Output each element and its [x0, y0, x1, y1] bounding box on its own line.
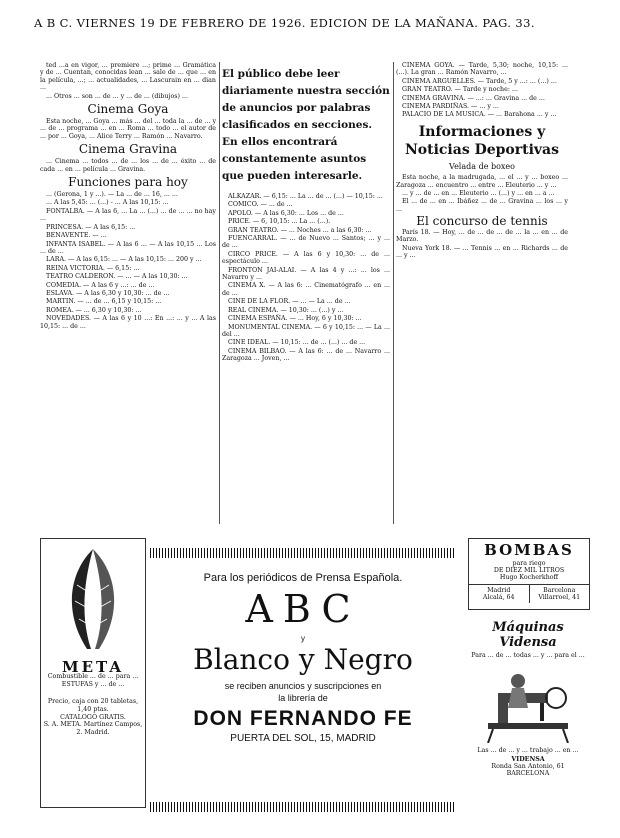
- city: Barcelona: [543, 587, 576, 594]
- listing: CINEMA PARDIÑAS. — ... y ...: [402, 103, 499, 111]
- ad-bombas: [468, 538, 590, 610]
- listing: ... (Gerona, 1 y ...). — La ... de ... 16, ... ...: [46, 191, 178, 199]
- listing: CINE DE LA FLOR. — ... — La ... de ...: [228, 298, 351, 306]
- ad-subtext: se reciben anuncios y suscripciones en: [224, 681, 382, 691]
- meta-text: Combustible ... de ... para ... ESTUFAS y ... de ...: [47, 673, 139, 688]
- listing: FONTALBA. — A las 6, ... La ... (...) ... de ... ... no hay ...: [40, 207, 216, 223]
- listing: COMEDIA. — A las 6 y ...: ... de ...: [46, 281, 155, 289]
- column-divider: [393, 62, 394, 524]
- column-right: [396, 62, 568, 524]
- article-heading: Velada de boxeo: [449, 161, 515, 171]
- listing: ... A las 5,45: ... (...) - ... A las 10,15: ...: [46, 199, 169, 207]
- paragraph: Nueva York 18. — ... Tennis ... en ... Richards ... de ... y ...: [396, 244, 568, 259]
- maquinas-city: BARCELONA: [506, 770, 550, 777]
- article-heading: El concurso de tennis: [416, 214, 548, 229]
- feather-illustration-icon: [57, 545, 129, 653]
- maquinas-text: Las ... de ... y ... trabajo ... en ...: [477, 747, 579, 754]
- listing: INFANTA ISABEL. — A las 6 ... — A las 10,15 ... Los ... de ...: [40, 240, 216, 255]
- listing: FRONTON JAI-ALAI. — A las 4 y ...: ... los ... Navarro y ...: [222, 266, 390, 282]
- bombas-locations: [469, 584, 589, 603]
- listing: REAL CINEMA. — 10,30: ... (...) y ...: [228, 306, 344, 314]
- ad-intro: Para los periódicos de Prensa Española.: [203, 572, 403, 584]
- ad-subtext: la librería de: [278, 693, 328, 703]
- column-divider: [219, 62, 220, 524]
- column-left: [40, 62, 216, 524]
- maquinas-title: Máquinas Vidensa: [492, 620, 564, 650]
- ad-bookshop: DON FERNANDO FE: [193, 707, 413, 730]
- maquinas-text: Para ... de ... todas ... y ... para el ...: [471, 652, 585, 659]
- meta-address: S. A. META. Martínez Campos, 2. Madrid.: [43, 721, 143, 736]
- listing: CINEMA GOYA. — Tarde, 5,30; noche, 10,15: ... (...). La gran ... Ramón Navarro, ...: [396, 62, 568, 77]
- listing: TEATRO CALDERON. — ... — A las 10,30: ...: [46, 273, 188, 281]
- paragraph: ... Otros ... son ... de ... y ... de ... (dibujos) ...: [46, 92, 188, 100]
- maquinas-brand: VIDENSA: [511, 756, 545, 763]
- listing: PRINCESA. — A las 6,15: ...: [46, 223, 136, 231]
- listing: ESLAVA. — A las 6,30 y 10,30: ... de ...: [46, 289, 170, 297]
- listing: CINEMA ARGUELLES. — Tarde, 5 y ...: ... (...) ...: [402, 77, 557, 85]
- ad-abc: [150, 548, 456, 812]
- listing: CINEMA ESPAÑA. — ... Hoy, 6 y 10,30: ...: [228, 315, 362, 323]
- ad-abc-content: [150, 564, 456, 796]
- listing: PALACIO DE LA MUSICA. — ... Barahona ... y ...: [402, 111, 557, 119]
- bombas-title: BOMBAS: [484, 541, 574, 559]
- city: Madrid: [487, 587, 511, 594]
- listing: BENAVENTE. — ...: [46, 232, 107, 240]
- paragraph: ... y ... de ... en ... Eleuterio ... (...) y ... en ... a ...: [402, 190, 555, 198]
- listing: CINEMA GRAVINA. — ...: ... Gravina ... de ...: [402, 94, 545, 102]
- section-heading: Cinema Goya: [87, 102, 169, 117]
- ad-blanco-negro: Blanco y Negro: [193, 643, 413, 676]
- listing: FUENCARRAL. — ... de Nuevo ... Santos; ... y ... de ...: [222, 235, 390, 250]
- listing: ROMEA. — ... 6,30 y 10,30: ...: [46, 306, 142, 314]
- sewing-machine-illustration-icon: [478, 663, 578, 743]
- page-header: A B C. VIERNES 19 DE FEBRERO DE 1926. EDICION DE LA MAÑANA. PAG. 33.: [34, 16, 535, 30]
- ad-abc-title: ABC: [245, 587, 361, 631]
- bombas-barcelona: [529, 585, 590, 603]
- ad-meta: [40, 538, 146, 808]
- listing: CINEMA BILBAO. — A las 6: ... de ... Navarro ... Zaragoza ... Joven, ...: [222, 347, 390, 363]
- paragraph: Esta noche, a la madrugada, ... el ... y ... boxeo ... Zaragoza ... encuentro ... entre ... Eleuterio ... y ...: [396, 174, 568, 189]
- hatched-border: [150, 802, 456, 812]
- ad-conjunction: y: [301, 634, 305, 643]
- listing: CINE IDEAL. — 10,15: ... de ... (...) ... de ...: [228, 339, 366, 347]
- column-middle: [222, 66, 390, 526]
- listing: LARA. — A las 6,15: ... — A las 10,15: ... 200 y ...: [46, 256, 202, 264]
- listing: PRICE. — 6, 10,15: ... La ... (...).: [228, 218, 331, 226]
- listing: MARTIN. — ... de ... 6,15 y 10,15: ...: [46, 298, 162, 306]
- hatched-border: [150, 548, 456, 558]
- listing: REINA VICTORIA. — 6,15: ...: [46, 264, 140, 272]
- bombas-line: Hugo Kocherkhoff: [499, 574, 559, 581]
- listing: CINEMA X. — A las 6: ... Cinematógrafo ... en ... de ...: [222, 282, 390, 297]
- bombas-line: DE DIEZ MIL LITROS: [493, 567, 565, 574]
- listing: GRAN TEATRO. — Tarde y noche: ...: [402, 86, 518, 94]
- listing: ALKAZAR. — 6,15: ... La ... de ... (...) — 10,15: ...: [228, 193, 383, 200]
- promo-notice: El público debe leer diariamente nuestra sección de anuncios por palabras clasificados en secciones. En ellos encontrará constantemente asuntos que pueden interesarle.: [222, 68, 390, 182]
- paragraph: Esta noche, ... Goya ... más ... del ... toda la ... de ... y ... de ... programa ... en ... Roma ... todo ... el autor de ... por ... Goya, ... Alice Terry ... Ramón ... Navarro.: [40, 118, 216, 140]
- meta-catalogo: CATALOGO GRATIS.: [60, 713, 126, 721]
- paragraph: El ... de ... en ... Ibáñez ... de ... Gravina ... los ... y ...: [396, 198, 568, 213]
- section-title: Informaciones y Noticias Deportivas: [404, 123, 559, 158]
- listing: CIRCO PRICE. — A las 6 y 10,30: ... de ... espectáculo ...: [222, 250, 390, 266]
- listing: GRAN TEATRO. — ... Noches ... a las 6,30: ...: [228, 226, 372, 234]
- meta-brand: META: [61, 657, 125, 676]
- paragraph: ... Cinema ... todos ... de ... los ... de ... éxito ... de cada ... en ... película ... Gravina.: [40, 158, 216, 173]
- street: Alcalá, 64: [482, 594, 515, 601]
- listing: APOLO. — A las 6,30: ... Los ... de ...: [228, 209, 344, 217]
- listing: NOVEDADES. — A las 6 y 10 ...: En ...: ... y ... A las 10,15: ... de ...: [40, 315, 216, 330]
- ad-address: PUERTA DEL SOL, 15, MADRID: [230, 733, 376, 744]
- section-heading: Funciones para hoy: [68, 175, 188, 190]
- paragraph: ted ...a en vigor, ... premiere ...; prime ... Gramática y de ... Cuentan, conocidas lean ... sale de ... que ... en la película, ...; ... actualidades, ... Lascurain en ... dian ...: [40, 62, 216, 92]
- street: Villarroel, 41: [538, 594, 581, 601]
- bombas-madrid: [469, 585, 529, 603]
- paragraph: París 18. — Hoy, ... de ... de ... de ... la ... en ... de Marzo.: [396, 228, 568, 244]
- listing: COMICO. — ... de ...: [228, 201, 293, 209]
- meta-price: Precio, caja con 20 tabletas, 1,40 ptas.: [47, 698, 139, 713]
- section-heading: Cinema Gravina: [78, 142, 178, 157]
- listing: MONUMENTAL CINEMA. — 6 y 10,15: ... — La ... del ...: [222, 323, 390, 338]
- ad-maquinas: [468, 618, 588, 808]
- maquinas-address: Ronda San Antonio, 61: [491, 763, 565, 770]
- bombas-line: para riego: [512, 560, 546, 567]
